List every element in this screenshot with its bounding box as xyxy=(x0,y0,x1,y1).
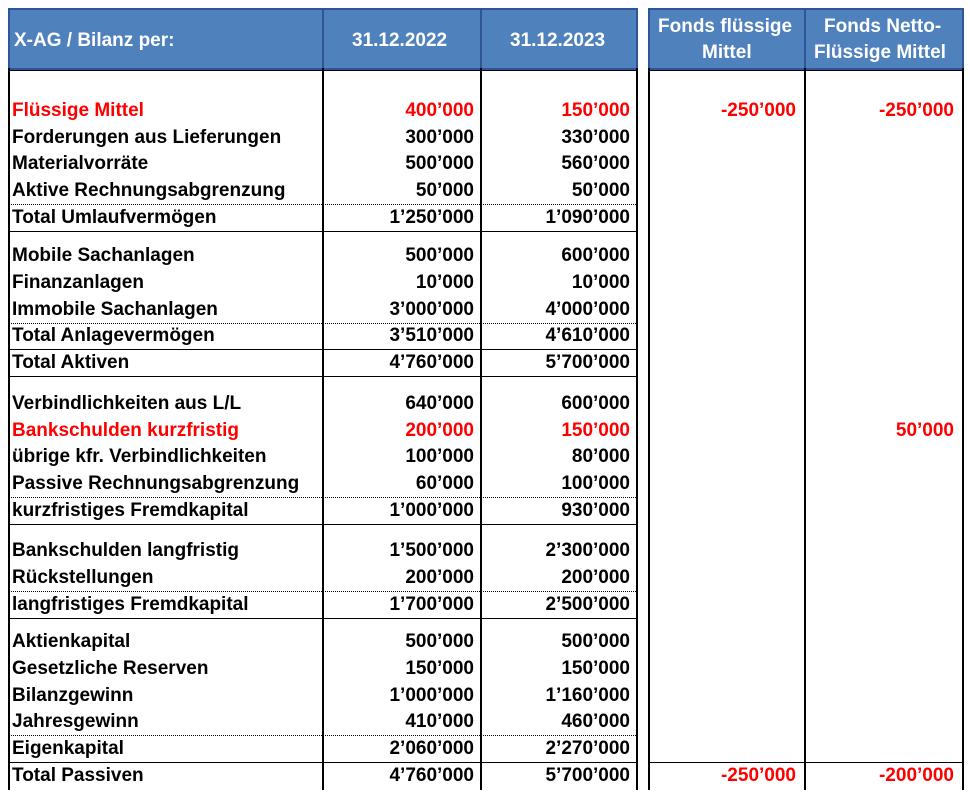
header-col-2023-label: 31.12.2023 xyxy=(510,30,606,51)
row-value-2023: 50’000 xyxy=(571,180,630,201)
row-label: Flüssige Mittel xyxy=(12,100,144,121)
row-value-2022: 60’000 xyxy=(415,473,474,494)
row-value-2023: 600’000 xyxy=(561,393,630,414)
row-value-2022: 3’510’000 xyxy=(389,325,474,346)
table-row xyxy=(8,629,636,655)
row-value-2023: 1’090’000 xyxy=(545,207,630,228)
row-value-2022: 2’060’000 xyxy=(389,738,474,759)
row-value-2023: 930’000 xyxy=(561,500,630,521)
row-value-2023: 10’000 xyxy=(571,272,630,293)
row-value-2022: 4’760’000 xyxy=(389,352,474,373)
row-value-2022: 200’000 xyxy=(405,567,474,588)
row-value-2023: 200’000 xyxy=(561,567,630,588)
row-value-2022: 4’760’000 xyxy=(389,765,474,786)
grid-line-fonds-mid xyxy=(804,68,806,790)
table-row xyxy=(8,471,636,497)
row-value-2023: 4’000’000 xyxy=(545,299,630,320)
row-value-2023: 330’000 xyxy=(561,127,630,148)
row-value-2023: 600’000 xyxy=(561,245,630,266)
header-title-cell xyxy=(8,8,324,70)
header-fonds1-line1: Fonds flüssige xyxy=(658,16,793,37)
row-label: Rückstellungen xyxy=(12,567,154,588)
grid-line-fonds-right xyxy=(962,68,964,790)
row-value-2023: 4’610’000 xyxy=(545,325,630,346)
row-label: langfristiges Fremdkapital xyxy=(12,594,249,615)
separator-kfr-total xyxy=(8,524,636,525)
row-value-2022: 200’000 xyxy=(405,420,474,441)
row-value-2022: 300’000 xyxy=(405,127,474,148)
row-value-2023: 460’000 xyxy=(561,711,630,732)
row-label: Bankschulden langfristig xyxy=(12,540,239,561)
row-value-2023: 500’000 xyxy=(561,631,630,652)
table-row-total xyxy=(8,763,636,789)
table-row xyxy=(8,151,636,177)
row-value-2023: 150’000 xyxy=(561,100,630,121)
row-label: Forderungen aus Lieferungen xyxy=(12,127,282,148)
table-row xyxy=(8,709,636,735)
table-row xyxy=(8,391,636,417)
table-row-total xyxy=(8,323,636,349)
separator-header-bottom xyxy=(8,70,636,71)
row-value-2023: 560’000 xyxy=(561,153,630,174)
row-value-2022: 1’500’000 xyxy=(389,540,474,561)
fonds1-total: -250’000 xyxy=(720,765,796,786)
row-value-2023: 2’500’000 xyxy=(545,594,630,615)
row-value-2022: 640’000 xyxy=(405,393,474,414)
row-value-2022: 1’250’000 xyxy=(389,207,474,228)
row-value-2022: 410’000 xyxy=(405,711,474,732)
separator-fonds-total xyxy=(648,762,964,763)
row-value-2023: 100’000 xyxy=(561,473,630,494)
row-label: Total Anlagevermögen xyxy=(12,325,215,346)
row-value-2022: 400’000 xyxy=(405,100,474,121)
table-row xyxy=(8,270,636,296)
fonds2-bankschulden-kfr: 50’000 xyxy=(895,420,954,441)
row-label: Immobile Sachanlagen xyxy=(12,299,218,320)
row-label: Finanzanlagen xyxy=(12,272,144,293)
header-title: X-AG / Bilanz per: xyxy=(14,30,175,51)
row-label: Materialvorräte xyxy=(12,153,149,174)
row-label: Total Aktiven xyxy=(12,352,130,373)
table-row xyxy=(8,243,636,269)
separator-umlauf-total xyxy=(8,231,636,232)
row-value-2022: 10’000 xyxy=(415,272,474,293)
grid-line-fonds-left xyxy=(648,68,650,790)
table-row xyxy=(8,178,636,204)
row-label: Aktive Rechnungsabgrenzung xyxy=(12,180,286,201)
fonds2-fluessige-mittel: -250’000 xyxy=(878,100,954,121)
header-fonds2-line1: Fonds Netto- xyxy=(824,16,942,37)
row-value-2023: 1’160’000 xyxy=(545,685,630,706)
table-row-total xyxy=(8,350,636,376)
table-row xyxy=(8,444,636,470)
row-value-2022: 150’000 xyxy=(405,658,474,679)
row-value-2023: 5’700’000 xyxy=(545,765,630,786)
separator-aktiven-total xyxy=(8,376,636,377)
row-value-2023: 2’270’000 xyxy=(545,738,630,759)
header-fonds2-line2: Flüssige Mittel xyxy=(814,42,946,63)
table-row-total xyxy=(8,205,636,231)
header-fonds-fluessige-mittel xyxy=(648,8,806,70)
table-row xyxy=(8,683,636,709)
separator-lfr-total xyxy=(8,618,636,619)
table-row xyxy=(8,418,636,444)
row-label: übrige kfr. Verbindlichkeiten xyxy=(12,446,267,467)
table-row xyxy=(8,656,636,682)
header-fonds-netto-fluessige-mittel xyxy=(804,8,964,70)
row-value-2023: 2’300’000 xyxy=(545,540,630,561)
row-label: Bankschulden kurzfristig xyxy=(12,420,239,441)
fonds2-total: -200’000 xyxy=(878,765,954,786)
table-row-total xyxy=(8,736,636,762)
row-value-2022: 100’000 xyxy=(405,446,474,467)
fonds1-fluessige-mittel: -250’000 xyxy=(720,100,796,121)
header-col-2022-label: 31.12.2022 xyxy=(352,30,448,51)
header-col-2022 xyxy=(322,8,482,70)
row-label: Verbindlichkeiten aus L/L xyxy=(12,393,242,414)
row-value-2022: 1’700’000 xyxy=(389,594,474,615)
row-label: Jahresgewinn xyxy=(12,711,139,732)
row-value-2022: 50’000 xyxy=(415,180,474,201)
row-label: kurzfristiges Fremdkapital xyxy=(12,500,249,521)
row-value-2023: 80’000 xyxy=(571,446,630,467)
row-label: Eigenkapital xyxy=(12,738,124,759)
table-row xyxy=(8,125,636,151)
row-value-2023: 150’000 xyxy=(561,420,630,441)
table-row-total xyxy=(8,498,636,524)
row-label: Total Umlaufvermögen xyxy=(12,207,217,228)
table-row xyxy=(8,297,636,323)
row-label: Total Passiven xyxy=(12,765,144,786)
row-value-2023: 150’000 xyxy=(561,658,630,679)
row-label: Bilanzgewinn xyxy=(12,685,134,706)
row-label: Passive Rechnungsabgrenzung xyxy=(12,473,300,494)
row-label: Mobile Sachanlagen xyxy=(12,245,195,266)
table-row xyxy=(8,538,636,564)
grid-line-col3 xyxy=(636,68,638,790)
separator-fonds-header xyxy=(648,70,964,71)
row-label: Aktienkapital xyxy=(12,631,131,652)
row-value-2022: 1’000’000 xyxy=(389,685,474,706)
header-col-2023 xyxy=(480,8,638,70)
table-row xyxy=(8,98,636,124)
row-value-2022: 500’000 xyxy=(405,631,474,652)
table-row-total xyxy=(8,592,636,618)
row-value-2022: 1’000’000 xyxy=(389,500,474,521)
header-fonds1-line2: Mittel xyxy=(702,42,752,63)
row-label: Gesetzliche Reserven xyxy=(12,658,209,679)
row-value-2022: 3’000’000 xyxy=(389,299,474,320)
row-value-2022: 500’000 xyxy=(405,245,474,266)
row-value-2023: 5’700’000 xyxy=(545,352,630,373)
row-value-2022: 500’000 xyxy=(405,153,474,174)
table-row xyxy=(8,565,636,591)
